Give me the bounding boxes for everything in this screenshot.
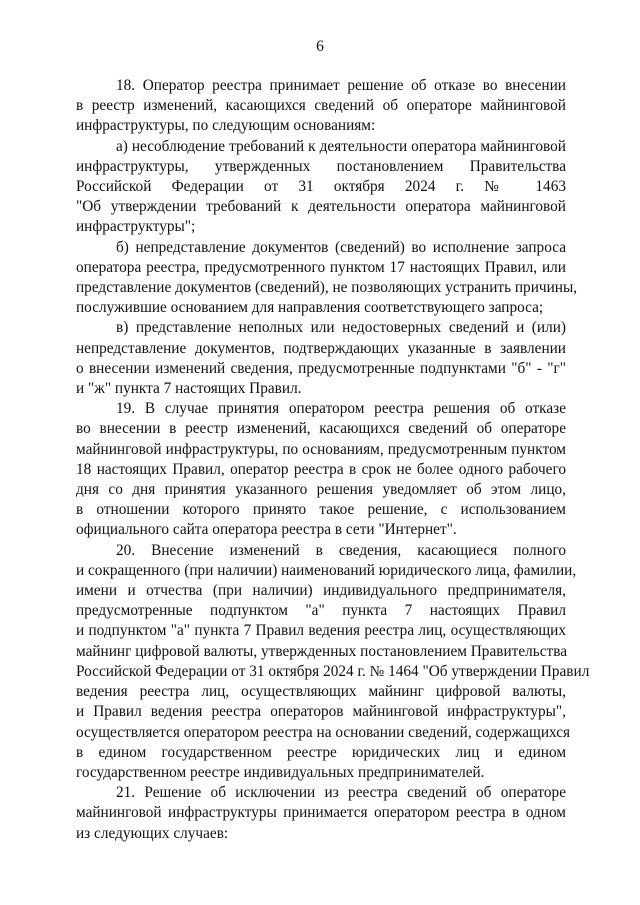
text-line: майнинговой инфраструктуры, по основаниям, предусмотренным пунктом	[76, 440, 566, 458]
paragraph	[76, 76, 566, 137]
paragraph	[76, 783, 566, 844]
text-line: 21. Решение об исключении из реестра сведений об операторе	[116, 784, 566, 802]
text-line: и Правил ведения реестра операторов майнинговой инфраструктуры",	[76, 703, 566, 721]
text-line: и сокращенного (при наличии) наименований юридического лица, фамилии,	[76, 561, 577, 579]
text-line: Российской Федерации от 31 октября 2024 г. № 1463	[76, 178, 566, 196]
paragraph	[76, 137, 566, 238]
text-line: и подпунктом "а" пункта 7 Правил ведения реестра лиц, осуществляющих	[76, 622, 566, 640]
document-body	[76, 76, 590, 844]
text-line: майнинг цифровой валюты, утвержденных постановлением Правительства	[76, 642, 568, 660]
text-line: послужившие основанием для направления соответствующего запроса;	[76, 299, 544, 317]
text-line: в едином государственном реестре юридических лиц и едином	[76, 743, 566, 761]
text-line: непредставление документов, подтверждающих указанные в заявлении	[76, 339, 566, 357]
text-line: в отношении которого принято такое решение, с использованием	[76, 501, 566, 519]
text-line: б) непредставление документов (сведений) во исполнение запроса	[116, 238, 566, 256]
paragraph	[76, 399, 566, 540]
text-line: предусмотренные подпунктом "а" пункта 7 настоящих Правил	[76, 602, 566, 620]
text-line: 20. Внесение изменений в сведения, касающиеся полного	[116, 541, 566, 559]
text-line: в) представление неполных или недостоверных сведений и (или)	[116, 319, 566, 337]
text-line: представление документов (сведений), не позволяющих устранить причины,	[76, 279, 578, 297]
text-line: Российской Федерации от 31 октября 2024 г. № 1464 "Об утверждении Правил	[76, 662, 590, 680]
text-line: ведения реестра лиц, осуществляющих майнинг цифровой валюты,	[76, 683, 566, 701]
text-line: оператора реестра, предусмотренного пунктом 17 настоящих Правил, или	[76, 258, 566, 276]
text-line: дня со дня принятия указанного решения уведомляет об этом лицо,	[76, 481, 566, 499]
text-line: в реестр изменений, касающихся сведений об операторе майнинговой	[76, 97, 566, 115]
text-line: инфраструктуры, по следующим основаниям:	[76, 117, 376, 135]
text-line: и "ж" пункта 7 настоящих Правил.	[76, 380, 302, 398]
text-line: 18 настоящих Правил, оператор реестра в срок не более одного рабочего	[76, 460, 566, 478]
text-line: государственном реестре индивидуальных предпринимателей.	[76, 763, 485, 781]
text-line: имени и отчества (при наличии) индивидуального предпринимателя,	[76, 582, 566, 600]
text-line: 18. Оператор реестра принимает решение об отказе во внесении	[116, 77, 566, 94]
text-line: а) несоблюдение требований к деятельности оператора майнинговой	[116, 137, 566, 155]
page-number: 6	[316, 38, 324, 55]
text-line: из следующих случаев:	[76, 824, 229, 842]
text-line: во внесении в реестр изменений, касающихся сведений об операторе	[76, 420, 566, 438]
text-line: "Об утверждении требований к деятельности оператора майнинговой	[76, 198, 566, 216]
paragraph	[76, 541, 590, 783]
paragraph	[76, 318, 566, 399]
paragraph	[76, 238, 578, 319]
text-line: 19. В случае принятия оператором реестра решения об отказе	[116, 400, 566, 418]
text-line: майнинговой инфраструктуры принимается оператором реестра в одном	[76, 804, 566, 822]
text-line: осуществляется оператором реестра на основании сведений, содержащихся	[76, 723, 571, 741]
text-line: инфраструктуры, утвержденных постановлением Правительства	[76, 157, 566, 175]
text-line: инфраструктуры";	[76, 218, 196, 236]
text-line: о внесении изменений сведения, предусмотренные подпунктами "б" - "г"	[76, 359, 566, 377]
text-line: официального сайта оператора реестра в сети "Интернет".	[76, 521, 457, 539]
